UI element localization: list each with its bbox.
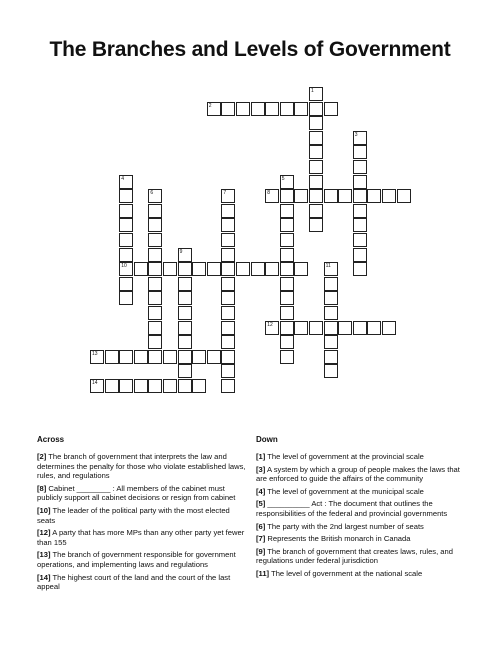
grid-cell[interactable] bbox=[178, 262, 192, 276]
clue-item bbox=[37, 506, 247, 525]
across-clue-list bbox=[37, 452, 247, 595]
grid-cell[interactable] bbox=[309, 145, 323, 159]
grid-cell[interactable] bbox=[353, 160, 367, 174]
grid-cell[interactable] bbox=[280, 306, 294, 320]
grid-cell[interactable] bbox=[338, 321, 352, 335]
grid-cell[interactable] bbox=[280, 262, 294, 276]
clue-label: [9] bbox=[256, 546, 266, 556]
grid-cell[interactable] bbox=[309, 131, 323, 145]
grid-cell[interactable] bbox=[207, 262, 221, 276]
grid-cell[interactable] bbox=[163, 379, 177, 393]
grid-cell[interactable] bbox=[148, 350, 162, 364]
grid-cell[interactable] bbox=[178, 364, 192, 378]
grid-cell[interactable] bbox=[236, 262, 250, 276]
clue-number: 3 bbox=[354, 131, 358, 138]
clue-label: [13] bbox=[37, 550, 51, 560]
grid-cell[interactable] bbox=[353, 189, 367, 203]
grid-cell[interactable] bbox=[90, 350, 104, 364]
grid-cell[interactable] bbox=[148, 218, 162, 232]
grid-cell[interactable] bbox=[207, 102, 221, 116]
grid-cell[interactable] bbox=[148, 306, 162, 320]
clue-number: 13 bbox=[92, 350, 98, 357]
grid-cell[interactable] bbox=[324, 364, 338, 378]
grid-cell[interactable] bbox=[119, 248, 133, 262]
grid-cell[interactable] bbox=[221, 277, 235, 291]
grid-cell[interactable] bbox=[163, 350, 177, 364]
grid-cell[interactable] bbox=[221, 102, 235, 116]
grid-cell[interactable] bbox=[294, 102, 308, 116]
grid-cell[interactable] bbox=[324, 321, 338, 335]
grid-cell[interactable] bbox=[353, 145, 367, 159]
clue-item bbox=[37, 528, 247, 547]
grid-cell[interactable] bbox=[309, 102, 323, 116]
grid-cell[interactable] bbox=[221, 233, 235, 247]
grid-cell[interactable] bbox=[280, 102, 294, 116]
clue-text: A party that has more MPs than any other party yet fewer than 155 bbox=[37, 528, 245, 547]
clue-number: 14 bbox=[92, 380, 98, 386]
grid-cell[interactable] bbox=[353, 218, 367, 232]
grid-cell[interactable] bbox=[148, 204, 162, 218]
grid-cell[interactable] bbox=[119, 204, 133, 218]
grid-cell[interactable] bbox=[221, 350, 235, 364]
grid-cell[interactable] bbox=[265, 321, 279, 335]
clue-label: [3] bbox=[256, 464, 266, 474]
clue-number: 10 bbox=[121, 263, 127, 270]
grid-cell[interactable] bbox=[251, 102, 265, 116]
clue-label: [6] bbox=[256, 521, 266, 531]
grid-cell[interactable] bbox=[309, 204, 323, 218]
grid-cell[interactable] bbox=[324, 291, 338, 305]
grid-cell[interactable] bbox=[163, 262, 177, 276]
clue-item bbox=[256, 547, 468, 566]
grid-cell[interactable] bbox=[207, 350, 221, 364]
grid-cell[interactable] bbox=[105, 379, 119, 393]
grid-cell[interactable] bbox=[265, 262, 279, 276]
clue-label: [7] bbox=[256, 534, 266, 544]
grid-cell[interactable] bbox=[353, 204, 367, 218]
grid-cell[interactable] bbox=[294, 189, 308, 203]
grid-cell[interactable] bbox=[148, 189, 162, 203]
grid-cell[interactable] bbox=[221, 321, 235, 335]
grid-cell[interactable] bbox=[119, 350, 133, 364]
grid-cell[interactable] bbox=[367, 189, 381, 203]
grid-cell[interactable] bbox=[148, 291, 162, 305]
clue-item bbox=[256, 534, 468, 544]
grid-cell[interactable] bbox=[236, 102, 250, 116]
clue-item bbox=[256, 522, 468, 532]
clue-text: Cabinet ________ : All members of the cabinet must publicly support all cabinet decisions or resign from cabinet bbox=[37, 483, 236, 503]
grid-cell[interactable] bbox=[148, 321, 162, 335]
clue-text: The level of government at the municipal scale bbox=[265, 486, 424, 496]
grid-cell[interactable] bbox=[119, 233, 133, 247]
grid-cell[interactable] bbox=[192, 350, 206, 364]
clue-text: The branch of government that creates laws, rules, and regulations under federal jurisdiction bbox=[256, 546, 453, 566]
grid-cell[interactable] bbox=[294, 321, 308, 335]
grid-cell[interactable] bbox=[280, 350, 294, 364]
grid-cell[interactable] bbox=[309, 160, 323, 174]
clue-text: The level of government at the provincial scale bbox=[265, 452, 424, 461]
grid-cell[interactable] bbox=[309, 321, 323, 335]
grid-cell[interactable] bbox=[382, 189, 396, 203]
grid-cell[interactable] bbox=[309, 116, 323, 130]
clue-item bbox=[256, 487, 468, 497]
grid-cell[interactable] bbox=[221, 262, 235, 276]
grid-cell[interactable] bbox=[178, 277, 192, 291]
grid-cell[interactable] bbox=[178, 306, 192, 320]
grid-cell[interactable] bbox=[324, 350, 338, 364]
clue-item bbox=[256, 465, 468, 484]
clue-label: [12] bbox=[37, 528, 51, 538]
clue-number: 5 bbox=[281, 175, 285, 182]
grid-cell[interactable] bbox=[178, 335, 192, 349]
clue-label: [8] bbox=[37, 483, 47, 493]
grid-cell[interactable] bbox=[397, 189, 411, 203]
clue-text: The branch of government that interprets the law and determines the penalty for those who violate established laws, rules, and regulations bbox=[37, 452, 246, 481]
grid-cell[interactable] bbox=[221, 218, 235, 232]
grid-cell[interactable] bbox=[324, 306, 338, 320]
clue-item bbox=[37, 484, 247, 503]
clue-label: [2] bbox=[37, 452, 47, 461]
clue-number: 7 bbox=[223, 190, 227, 197]
grid-cell[interactable] bbox=[324, 277, 338, 291]
grid-cell[interactable] bbox=[148, 262, 162, 276]
clue-text: __________ Act : The document that outlines the responsibilities of the federal and provincial governments bbox=[256, 499, 448, 518]
clue-number: 8 bbox=[267, 190, 270, 197]
clue-text: The leader of the political party with the most elected seats bbox=[37, 505, 230, 525]
grid-cell[interactable] bbox=[280, 189, 294, 203]
grid-cell[interactable] bbox=[119, 379, 133, 393]
grid-cell[interactable] bbox=[148, 233, 162, 247]
clue-item bbox=[256, 499, 468, 518]
grid-cell[interactable] bbox=[119, 291, 133, 305]
grid-cell[interactable] bbox=[148, 379, 162, 393]
grid-cell[interactable] bbox=[178, 291, 192, 305]
grid-cell[interactable] bbox=[367, 321, 381, 335]
clue-number: 9 bbox=[179, 248, 183, 255]
grid-cell[interactable] bbox=[309, 87, 323, 101]
grid-cell[interactable] bbox=[309, 189, 323, 203]
grid-cell[interactable] bbox=[280, 175, 294, 189]
grid-cell[interactable] bbox=[280, 233, 294, 247]
grid-cell[interactable] bbox=[221, 306, 235, 320]
grid-cell[interactable] bbox=[324, 102, 338, 116]
down-clue-list bbox=[256, 452, 468, 582]
grid-cell[interactable] bbox=[280, 321, 294, 335]
clue-item bbox=[37, 452, 247, 481]
clue-item bbox=[37, 550, 247, 569]
clue-number: 11 bbox=[325, 263, 331, 270]
grid-cell[interactable] bbox=[90, 379, 104, 393]
clue-label: [1] bbox=[256, 452, 266, 461]
grid-cell[interactable] bbox=[338, 189, 352, 203]
grid-cell[interactable] bbox=[353, 262, 367, 276]
grid-cell[interactable] bbox=[251, 262, 265, 276]
grid-cell[interactable] bbox=[353, 175, 367, 189]
grid-cell[interactable] bbox=[265, 189, 279, 203]
clue-item bbox=[256, 452, 468, 462]
clue-label: [5] bbox=[256, 499, 266, 509]
grid-cell[interactable] bbox=[324, 262, 338, 276]
clue-item bbox=[37, 573, 247, 592]
clue-item bbox=[256, 569, 468, 579]
grid-cell[interactable] bbox=[280, 291, 294, 305]
grid-cell[interactable] bbox=[105, 350, 119, 364]
grid-cell[interactable] bbox=[221, 364, 235, 378]
grid-cell[interactable] bbox=[353, 248, 367, 262]
grid-cell[interactable] bbox=[280, 277, 294, 291]
grid-cell[interactable] bbox=[134, 379, 148, 393]
grid-cell[interactable] bbox=[221, 189, 235, 203]
grid-cell[interactable] bbox=[221, 204, 235, 218]
grid-cell[interactable] bbox=[148, 248, 162, 262]
page-title: The Branches and Levels of Government bbox=[49, 38, 451, 61]
grid-cell[interactable] bbox=[178, 379, 192, 393]
clue-number: 6 bbox=[150, 190, 154, 197]
grid-cell[interactable] bbox=[265, 102, 279, 116]
grid-cell[interactable] bbox=[324, 335, 338, 349]
grid-cell[interactable] bbox=[178, 321, 192, 335]
grid-cell[interactable] bbox=[192, 262, 206, 276]
clue-number: 12 bbox=[267, 321, 273, 328]
grid-cell[interactable] bbox=[280, 335, 294, 349]
grid-cell[interactable] bbox=[119, 218, 133, 232]
grid-cell[interactable] bbox=[119, 262, 133, 276]
down-heading: Down bbox=[256, 435, 278, 444]
clue-number: 2 bbox=[208, 102, 212, 109]
clue-label: [11] bbox=[256, 568, 270, 578]
across-heading: Across bbox=[37, 435, 65, 444]
grid-cell[interactable] bbox=[353, 321, 367, 335]
grid-cell[interactable] bbox=[192, 379, 206, 393]
clue-text: The level of government at the national scale bbox=[269, 568, 423, 578]
grid-cell[interactable] bbox=[119, 189, 133, 203]
grid-cell[interactable] bbox=[134, 350, 148, 364]
clue-number: 4 bbox=[121, 175, 124, 182]
grid-cell[interactable] bbox=[353, 233, 367, 247]
grid-cell[interactable] bbox=[280, 248, 294, 262]
grid-cell[interactable] bbox=[221, 379, 235, 393]
grid-cell[interactable] bbox=[324, 189, 338, 203]
grid-cell[interactable] bbox=[221, 291, 235, 305]
clue-label: [4] bbox=[256, 486, 266, 496]
grid-cell[interactable] bbox=[134, 262, 148, 276]
clue-text: The highest court of the land and the court of the last appeal bbox=[37, 572, 231, 592]
grid-cell[interactable] bbox=[119, 175, 133, 189]
grid-cell[interactable] bbox=[178, 350, 192, 364]
clue-number: 1 bbox=[311, 88, 314, 94]
grid-cell[interactable] bbox=[178, 248, 192, 262]
grid-cell[interactable] bbox=[309, 218, 323, 232]
clue-text: A system by which a group of people makes the laws that are enforced to guide the affairs of the community bbox=[256, 464, 460, 484]
grid-cell[interactable] bbox=[382, 321, 396, 335]
clue-label: [14] bbox=[37, 572, 51, 582]
grid-cell[interactable] bbox=[294, 262, 308, 276]
grid-cell[interactable] bbox=[309, 175, 323, 189]
grid-cell[interactable] bbox=[221, 335, 235, 349]
clue-text: The party with the 2nd largest number of seats bbox=[265, 521, 424, 531]
grid-cell[interactable] bbox=[148, 335, 162, 349]
grid-cell[interactable] bbox=[280, 204, 294, 218]
grid-cell[interactable] bbox=[221, 248, 235, 262]
grid-cell[interactable] bbox=[148, 277, 162, 291]
clue-label: [10] bbox=[37, 505, 51, 515]
grid-cell[interactable] bbox=[353, 131, 367, 145]
grid-cell[interactable] bbox=[280, 218, 294, 232]
clue-text: The branch of government responsible for government operations, and implementing laws and regulations bbox=[37, 550, 236, 569]
clue-text: Represents the British monarch in Canada bbox=[265, 534, 411, 544]
grid-cell[interactable] bbox=[119, 277, 133, 291]
